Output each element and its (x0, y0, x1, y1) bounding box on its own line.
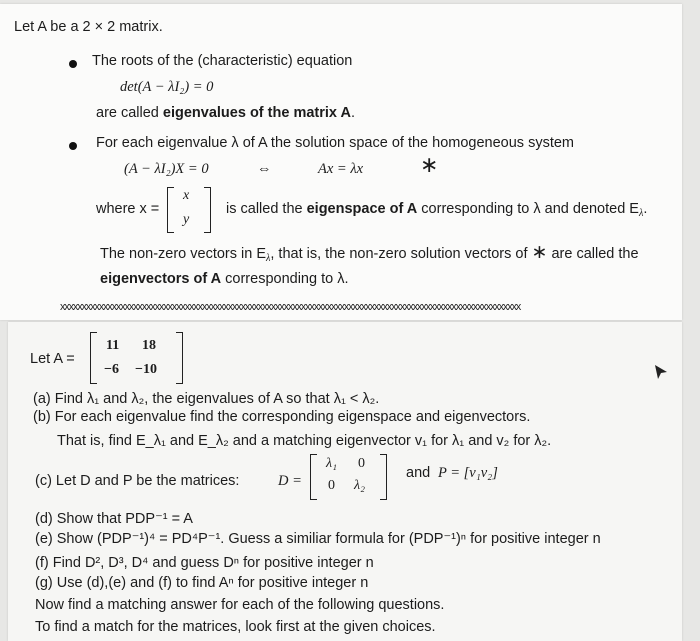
text-fragment: corresponding to λ. (221, 271, 349, 287)
and-label: and (406, 465, 431, 481)
text-fragment: . (643, 201, 648, 217)
nonzero-vectors-text (100, 244, 639, 268)
d21: 0 (328, 478, 335, 493)
matrix-a22: −10 (135, 362, 157, 377)
matrix-a11: 11 (106, 338, 120, 353)
vector-bracket-right (204, 187, 211, 233)
d12: 0 (358, 456, 365, 471)
text-fragment: . (350, 105, 355, 121)
matrix-a21: −6 (104, 362, 119, 377)
star-icon: ∗ (420, 152, 439, 177)
vector-y: y (183, 212, 190, 227)
eigenvalue-definition (96, 104, 355, 122)
star-icon: ∗ (531, 242, 548, 263)
question-g: (g) Use (d),(e) and (f) to find Aⁿ for positive integer n (35, 575, 369, 591)
vector-bracket-left (167, 187, 174, 233)
equivalence-arrow: ⇔ (257, 161, 272, 177)
question-a: (a) Find λ₁ and λ₂, the eigenvalues of A so that λ₁ < λ₂. (33, 391, 380, 407)
let-a-label (30, 350, 75, 368)
question-f: (f) Find D², D³, D⁴ and guess Dⁿ for positive integer n (35, 555, 374, 571)
question-c: (c) Let D and P be the matrices: (35, 473, 240, 489)
text-fragment: , that is, the non-zero solution vectors of (270, 246, 532, 262)
vector-x: x (183, 188, 190, 203)
question-b: (b) For each eigenvalue find the corresponding eigenspace and eigenvectors. (33, 409, 531, 425)
bullet2-text: For each eigenvalue λ of A the solution space of the homogeneous system (96, 135, 574, 151)
text-fragment: The non-zero vectors in E (100, 246, 267, 262)
homogeneous-system: (A − λI₂)X = 0 (124, 161, 209, 177)
d-bracket-right (380, 454, 387, 500)
d11: λ₁ (326, 456, 337, 471)
question-b-detail: That is, find E_λ₁ and E_λ₂ and a matching eigenvector v₁ for λ₁ and v₂ for λ₂. (57, 433, 552, 449)
d-bracket-left (310, 454, 317, 500)
bold-term: eigenvectors of A (100, 271, 222, 287)
matrix-a12: 18 (142, 338, 156, 353)
bullet-icon (69, 60, 77, 68)
text-fragment: are called (96, 105, 163, 121)
text-fragment: is called the (226, 201, 307, 217)
bullet1-text: The roots of the (characteristic) equation (92, 53, 353, 69)
matrix-bracket-left (90, 332, 97, 384)
eigenvector-definition (100, 270, 349, 288)
problem-panel (8, 322, 682, 641)
text-fragment: corresponding to λ and denoted E (417, 201, 639, 217)
instruction-line-2: To find a match for the matrices, look first at the given choices. (35, 619, 436, 635)
separator-line: xxxxxxxxxxxxxxxxxxxxxxxxxxxxxxxxxxxxxxxxxxxxxxxxxxxxxxxxxxxxxxxxxxxxxxxxxxxxxxxxxxxxxxxxxxxxxxxxxxxxxxxxxxx (60, 301, 521, 313)
matrix-bracket-right (176, 332, 183, 384)
intro-line: Let A be a 2 × 2 matrix. (14, 19, 163, 35)
text-fragment: are called the (547, 246, 639, 262)
d22: λ₂ (354, 478, 365, 493)
bullet-icon (69, 142, 77, 150)
instruction-line-1: Now find a matching answer for each of the following questions. (35, 597, 445, 613)
where-label: where x = (96, 201, 160, 217)
eigen-equation: Ax = λx (318, 161, 364, 177)
bold-term: eigenspace of A (306, 201, 418, 217)
subscript: λ (266, 253, 271, 264)
question-e: (e) Show (PDP⁻¹)⁴ = PD⁴P⁻¹. Guess a similiar formula for (PDP⁻¹)ⁿ for positive integer n (35, 531, 601, 547)
text-fragment: Let A = (30, 351, 75, 367)
characteristic-equation: det(A − λI₂) = 0 (120, 79, 214, 95)
subscript: λ (638, 208, 644, 219)
definition-panel (0, 4, 682, 320)
p-definition: P = [v₁v₂] (438, 465, 498, 481)
question-d: (d) Show that PDP⁻¹ = A (35, 511, 193, 527)
d-label: D = (278, 473, 302, 489)
eigenspace-definition (226, 200, 647, 223)
bold-term: eigenvalues of the matrix A (162, 105, 351, 121)
pointer-arrow-icon (654, 364, 668, 380)
